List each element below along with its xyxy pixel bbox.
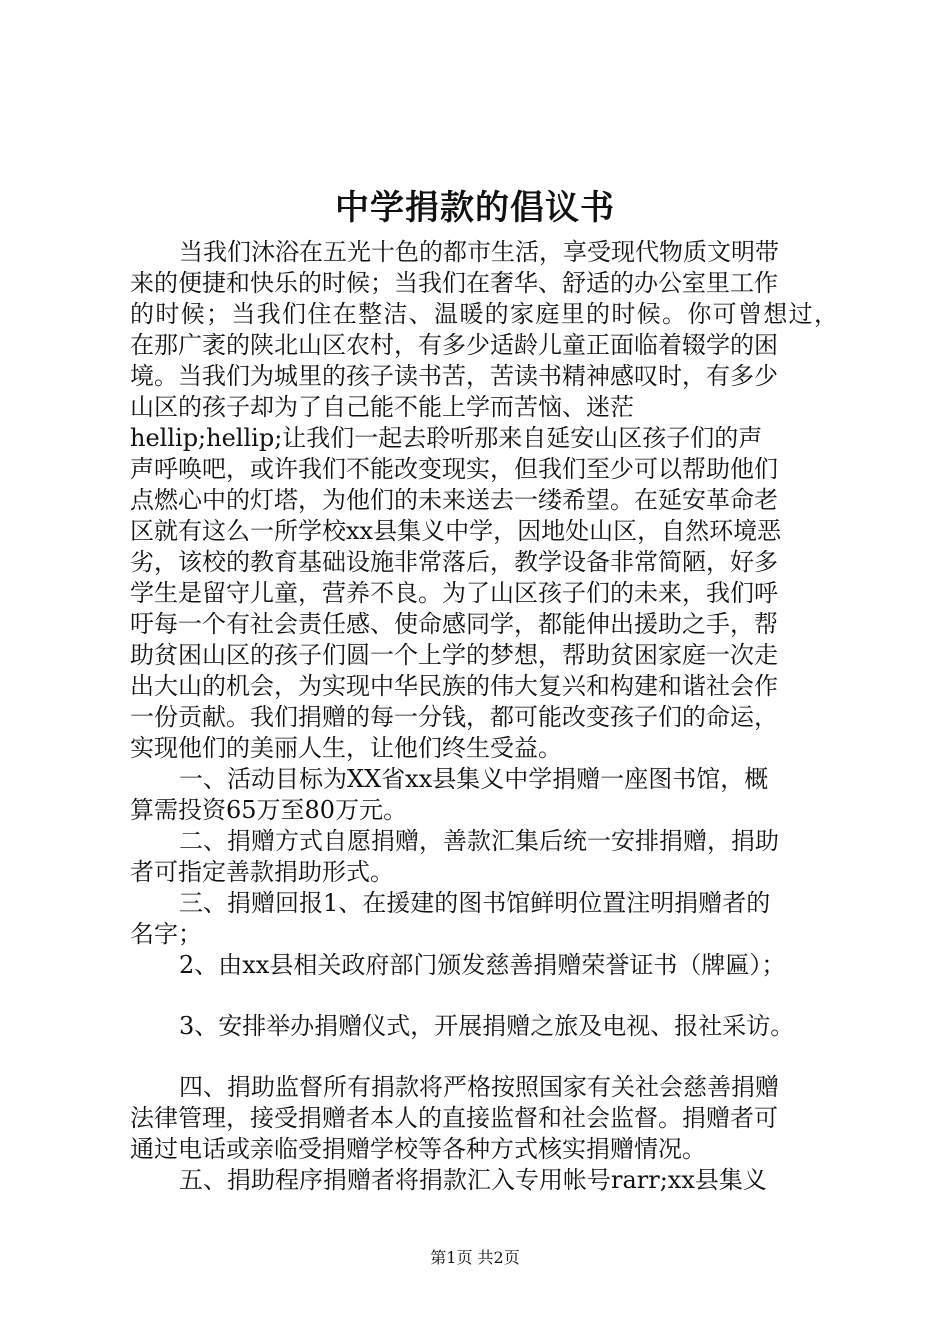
paragraph-line: 一、活动目标为XX省xx县集义中学捐赠一座图书馆，概	[179, 765, 769, 793]
paragraph-line: 名字；	[130, 920, 202, 948]
paragraph-line: 当我们沐浴在五光十色的都市生活，享受现代物质文明带	[179, 238, 779, 266]
paragraph-line: 吁每一个有社会责任感、使命感同学，都能伸出援助之手，帮	[130, 610, 778, 638]
paragraph-line: 通过电话或亲临受捐赠学校等各种方式核实捐赠情况。	[130, 1135, 706, 1163]
page-title: 中学捐款的倡议书	[335, 188, 615, 228]
paragraph-line: 四、捐助监督所有捐款将严格按照国家有关社会慈善捐赠	[179, 1073, 779, 1101]
paragraph-line: 点燃心中的灯塔，为他们的未来送去一缕希望。在延安革命老	[130, 486, 778, 514]
paragraph-line: 在那广袤的陕北山区农村，有多少适龄儿童正面临着辍学的困	[130, 331, 778, 359]
paragraph-line: 2、由xx县相关政府部门颁发慈善捐赠荣誉证书（牌匾）；	[179, 951, 786, 979]
paragraph-line: 助贫困山区的孩子们圆一个上学的梦想，帮助贫困家庭一次走	[130, 641, 778, 669]
paragraph-line: 山区的孩子却为了自己能不能上学而苦恼、迷茫	[130, 393, 634, 421]
paragraph-line: 二、捐赠方式自愿捐赠，善款汇集后统一安排捐赠，捐助	[179, 827, 779, 855]
paragraph-line: 3、安排举办捐赠仪式，开展捐赠之旅及电视、报社采访。	[179, 1012, 795, 1040]
paragraph-line: 来的便捷和快乐的时候；当我们在奢华、舒适的办公室里工作	[130, 269, 778, 297]
paragraph-line: 区就有这么一所学校xx县集义中学，因地处山区，自然环境恶	[130, 517, 782, 545]
paragraph-line: 的时候；当我们住在整洁、温暖的家庭里的时候。你可曾想过，	[130, 300, 840, 328]
paragraph-line: 算需投资65万至80万元。	[130, 796, 408, 824]
paragraph-line: 实现他们的美丽人生，让他们终生受益。	[130, 734, 562, 762]
paragraph-line: 声呼唤吧，或许我们不能改变现实，但我们至少可以帮助他们	[130, 455, 778, 483]
paragraph-line: 劣，该校的教育基础设施非常落后，教学设备非常简陋，好多	[130, 548, 778, 576]
paragraph-line: 三、捐赠回报1、在援建的图书馆鲜明位置注明捐赠者的	[179, 889, 771, 917]
paragraph-line: 一份贡献。我们捐赠的每一分钱，都可能改变孩子们的命运，	[130, 703, 778, 731]
paragraph-line: 境。当我们为城里的孩子读书苦，苦读书精神感叹时，有多少	[130, 362, 778, 390]
paragraph-line: 出大山的机会，为实现中华民族的伟大复兴和构建和谐社会作	[130, 672, 778, 700]
paragraph-line: 学生是留守儿童，营养不良。为了山区孩子们的未来，我们呼	[130, 579, 778, 607]
page-number-footer: 第1页 共2页	[430, 1248, 520, 1267]
paragraph-line: 五、捐助程序捐赠者将捐款汇入专用帐号rarr;xx县集义	[179, 1166, 767, 1194]
paragraph-line: hellip;hellip;让我们一起去聆听那来自延安山区孩子们的声	[130, 424, 763, 452]
paragraph-line: 法律管理，接受捐赠者本人的直接监督和社会监督。捐赠者可	[130, 1104, 778, 1132]
paragraph-line: 者可指定善款捐助形式。	[130, 858, 394, 886]
